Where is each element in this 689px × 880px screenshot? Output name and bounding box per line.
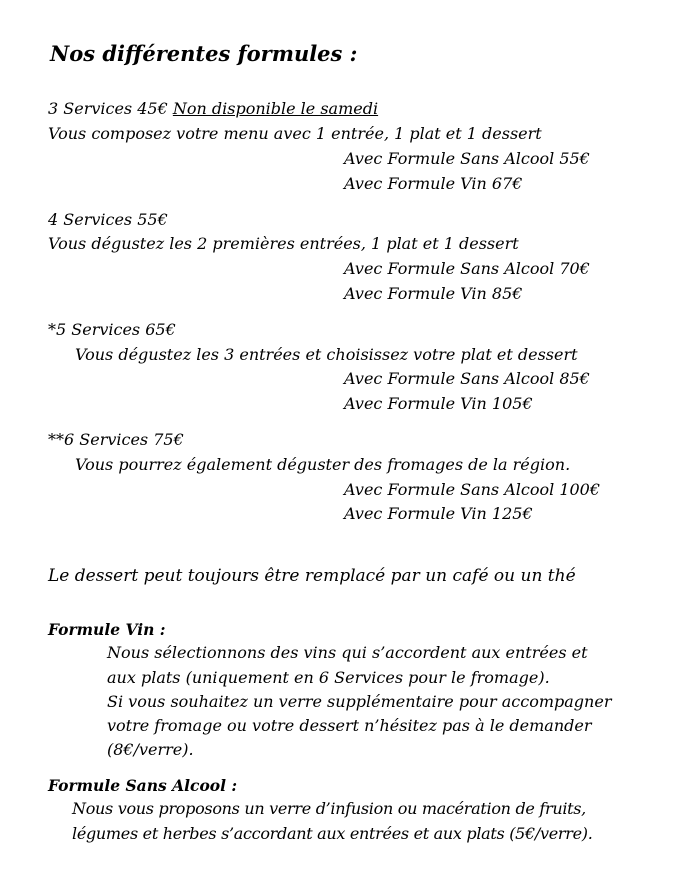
- formule-vin-heading: Formule Vin :: [48, 620, 166, 639]
- formula-name: 4 Services 55€: [48, 210, 168, 229]
- option-vin: Avec Formule Vin 105€: [344, 394, 533, 413]
- formule-sans-alcool-heading: Formule Sans Alcool :: [48, 776, 238, 795]
- option-vin: Avec Formule Vin 125€: [344, 504, 533, 523]
- formule-sans-alcool-line: Nous vous proposons un verre d’infusion ou macération de fruits,: [72, 799, 586, 818]
- formule-vin-line: (8€/verre).: [107, 740, 194, 759]
- option-sans-alcool: Avec Formule Sans Alcool 85€: [344, 369, 590, 388]
- option-sans-alcool: Avec Formule Sans Alcool 100€: [344, 480, 601, 499]
- option-vin: Avec Formule Vin 67€: [344, 174, 523, 193]
- formula-description: Vous pourrez également déguster des fromages de la région.: [75, 455, 571, 474]
- formula-name: **6 Services 75€: [48, 430, 184, 449]
- formula-description: Vous dégustez les 2 premières entrées, 1 plat et 1 dessert: [48, 234, 519, 253]
- dessert-note: Le dessert peut toujours être remplacé par un café ou un thé: [48, 566, 576, 586]
- formula-name: 3 Services 45€: [48, 99, 168, 118]
- formule-vin-line: aux plats (uniquement en 6 Services pour le fromage).: [107, 668, 550, 687]
- formule-sans-alcool-line: légumes et herbes s’accordant aux entrées et aux plats (5€/verre).: [72, 824, 593, 843]
- formula-name: *5 Services 65€: [48, 320, 176, 339]
- formule-vin-line: Si vous souhaitez un verre supplémentaire pour accompagner: [107, 692, 612, 711]
- formula-3-services-name: [48, 99, 378, 119]
- formule-vin-line: Nous sélectionnons des vins qui s’accordent aux entrées et: [107, 643, 588, 662]
- page-title: Nos différentes formules :: [50, 41, 358, 66]
- availability-note: Non disponible le samedi: [172, 99, 379, 118]
- formula-description: Vous dégustez les 3 entrées et choisissez votre plat et dessert: [75, 345, 578, 364]
- formula-description: Vous composez votre menu avec 1 entrée, 1 plat et 1 dessert: [48, 124, 542, 143]
- option-sans-alcool: Avec Formule Sans Alcool 55€: [344, 149, 590, 168]
- option-sans-alcool: Avec Formule Sans Alcool 70€: [344, 259, 590, 278]
- option-vin: Avec Formule Vin 85€: [344, 284, 523, 303]
- formule-vin-line: votre fromage ou votre dessert n’hésitez pas à le demander: [107, 716, 592, 735]
